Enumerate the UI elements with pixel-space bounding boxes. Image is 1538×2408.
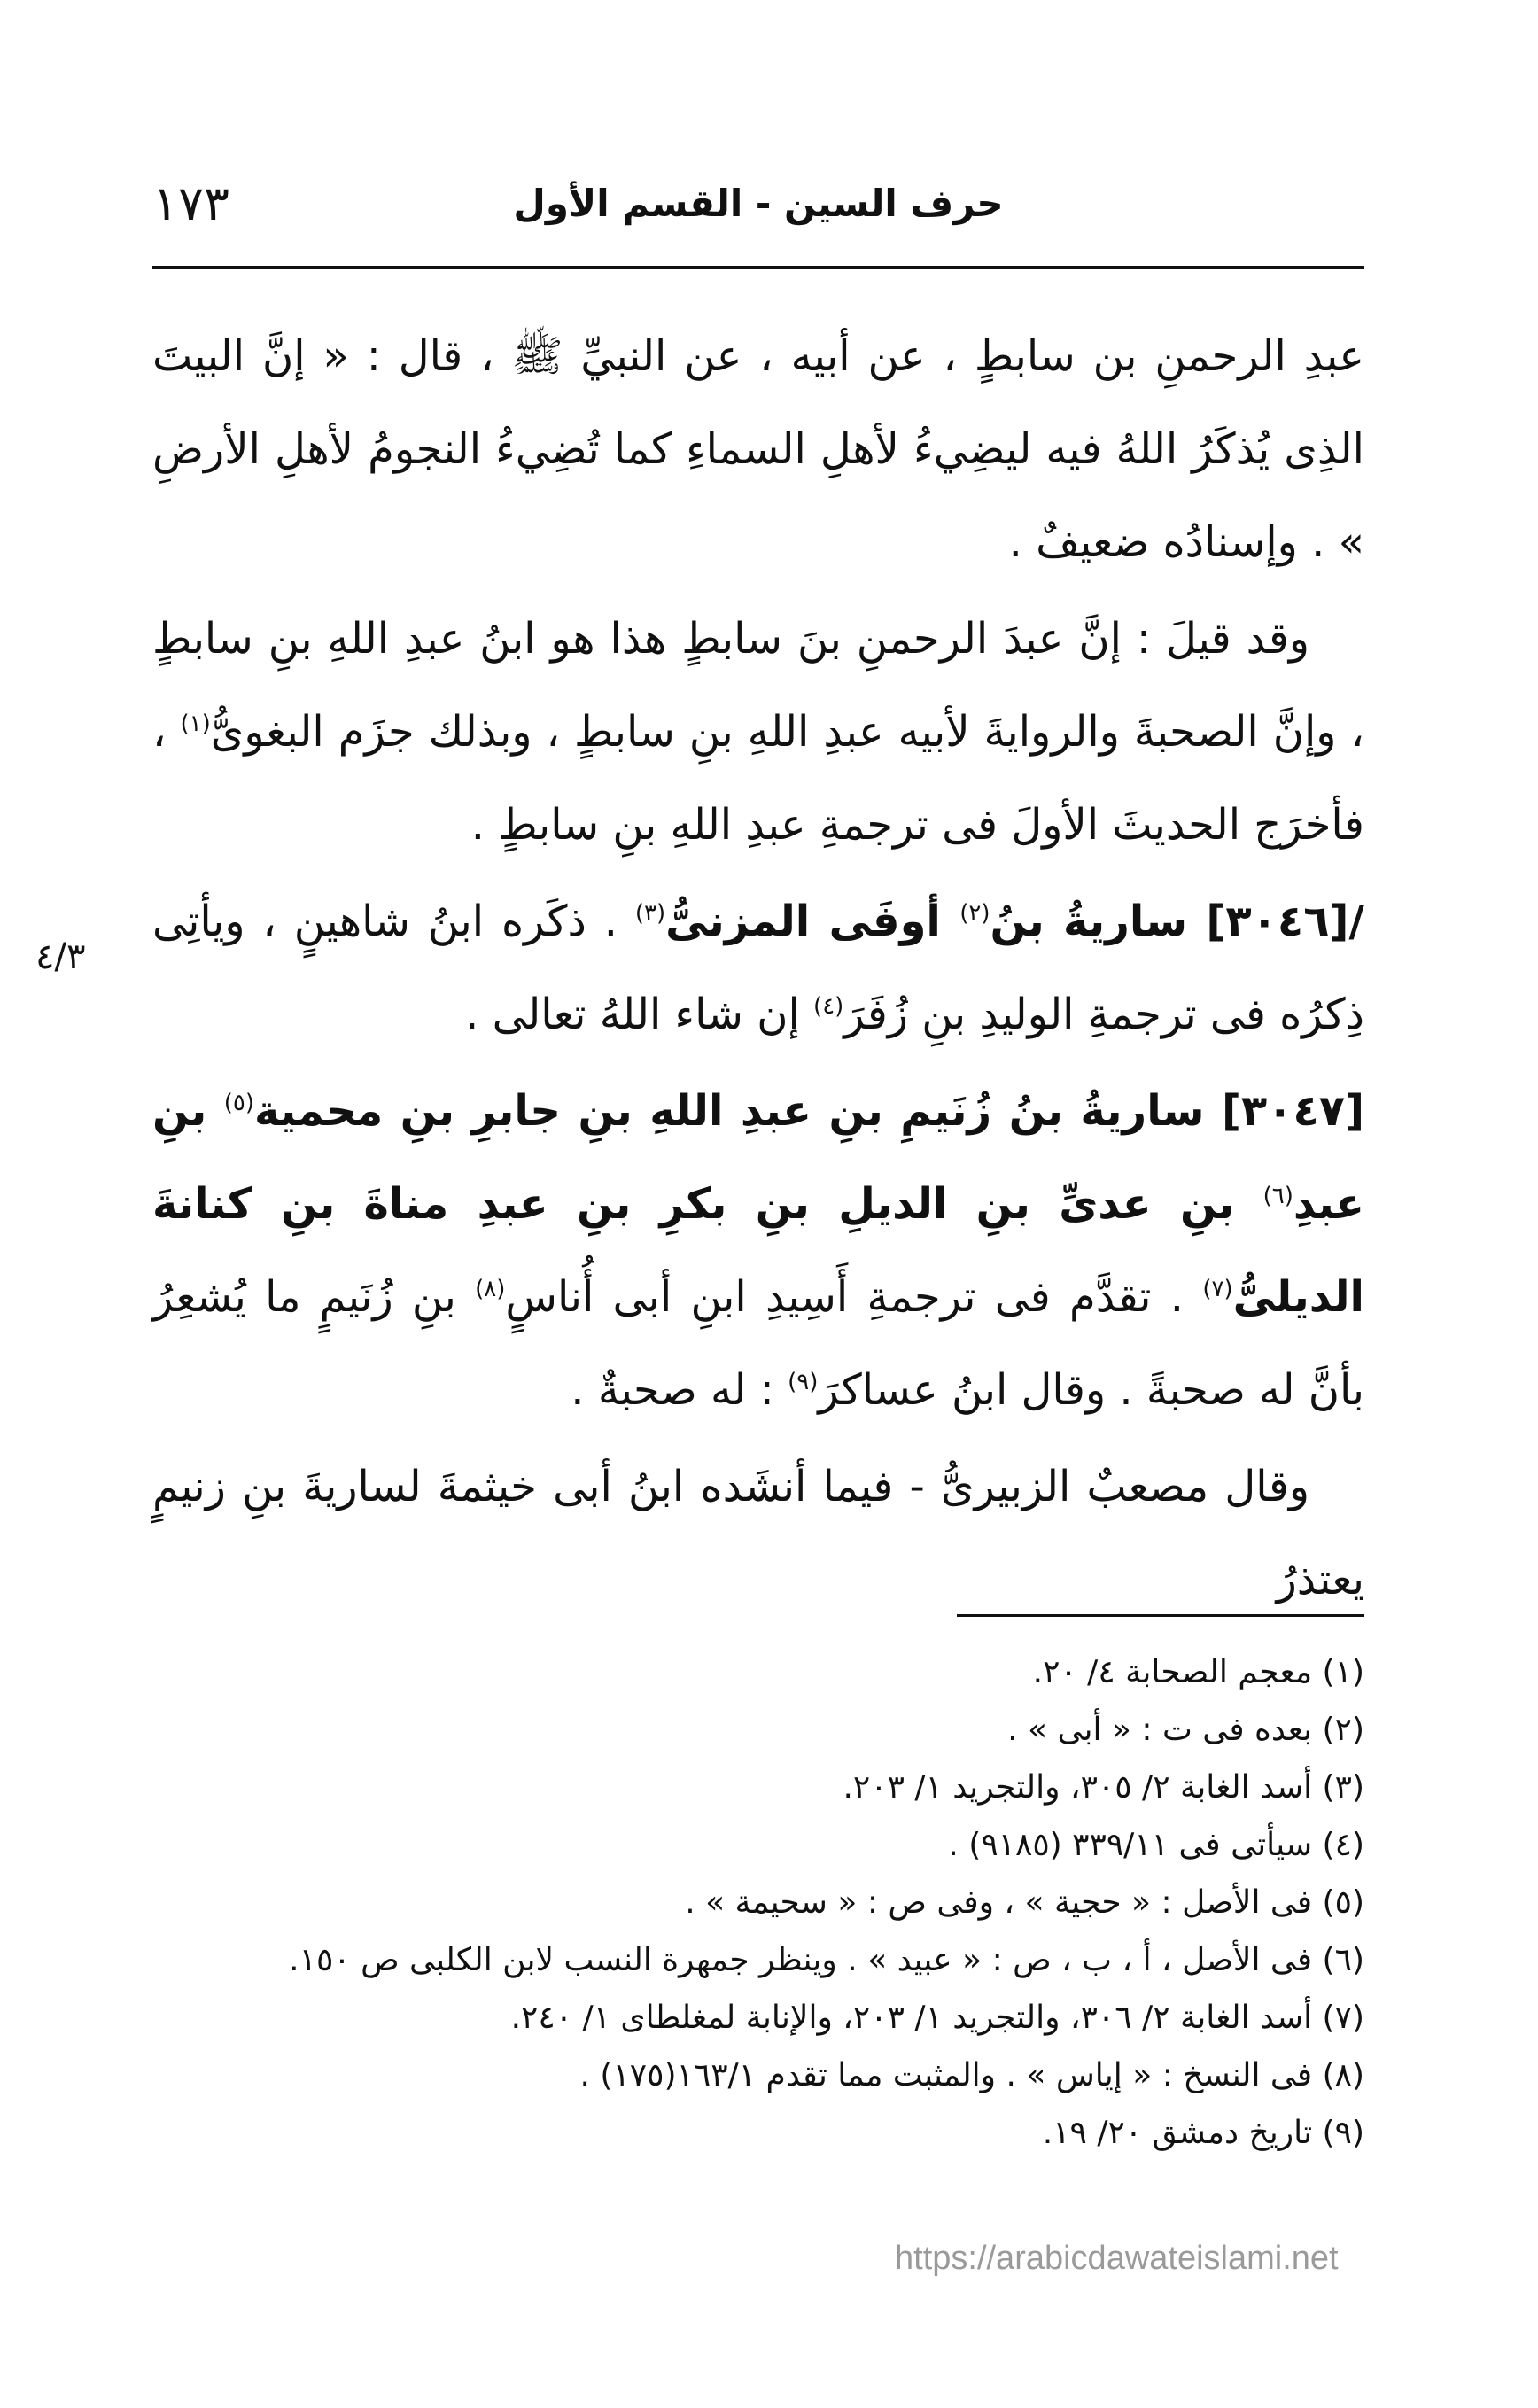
paragraph-comment	[152, 593, 1364, 872]
page-number: ١٧٣	[152, 175, 230, 231]
entry-number: [٣٠٤٧]	[1221, 1086, 1364, 1136]
paragraph-text: ، فأخرَج الحديثَ الأولَ فى ترجمةِ عبدِ اللهِ بنِ سابطٍ .	[152, 707, 1364, 850]
entry-name: ساريةُ بنُ	[990, 897, 1207, 946]
footnote: (٥) فى الأصل : « حجية » ، وفى ص : « سحيمة » .	[685, 1884, 1364, 1921]
footnote: (٧) أسد الغابة ٢/ ٣٠٦، والتجريد ١/ ٢٠٣، والإنابة لمغلطاى ١/ ٢٤٠.	[510, 2000, 1364, 2036]
entry-number: /[٣٠٤٦]	[1206, 897, 1364, 946]
footnote-ref: (٤)	[813, 993, 844, 1020]
entry-text: : له صحبةٌ .	[571, 1365, 788, 1415]
entry-name: أوفَى المزنىُّ	[665, 897, 960, 946]
main-text	[152, 310, 1364, 1630]
footnote: (٨) فى النسخ : « إياس » . والمثبت مما تقدم ١٦٣/١(١٧٥) .	[579, 2057, 1364, 2093]
footnote-ref: (٦)	[1262, 1183, 1293, 1209]
footnote: (٤) سيأتى فى ٣٣٩/١١ (٩١٨٥) .	[948, 1827, 1364, 1863]
paragraph-poem-intro: وقال مصعبٌ الزبيرىُّ - فيما أنشَده ابنُ أبى خيثمةَ لساريةَ بنِ زنيمٍ يعتذرُ	[152, 1462, 1364, 1604]
entry-name: بنِ عدىِّ بنِ الديلِ بنِ بكرِ بنِ عبدِ مناةَ بنِ كنانةَ الديلىُّ	[152, 1179, 1364, 1322]
watermark-url: https://arabicdawateislami.net	[895, 2240, 1339, 2277]
footnote-ref: (٧)	[1202, 1276, 1233, 1302]
page-header	[152, 168, 1364, 248]
entry-name: بنِ عبدِ	[152, 1086, 1364, 1229]
footnote-ref: (٥)	[223, 1090, 255, 1116]
footnote-ref: (٢)	[959, 900, 990, 927]
header-divider	[152, 266, 1364, 269]
running-title: حرف السين - القسم الأول	[513, 182, 1004, 225]
footnote: (٦) فى الأصل ، أ ، ب ، ص : « عبيد » . وينظر جمهرة النسب لابن الكلبى ص ١٥٠.	[289, 1942, 1364, 1978]
footnotes	[152, 1643, 1364, 2162]
entry-text: إن شاء اللهُ تعالى .	[465, 990, 814, 1039]
footnote: (٢) بعده فى ت : « أبى » .	[1007, 1712, 1364, 1748]
footnote-ref: (١)	[180, 711, 211, 737]
entry-text: . تقدَّم فى ترجمةِ أَسِيدِ ابنِ أبى أُناسٍ	[505, 1272, 1203, 1322]
entry-3047	[152, 1065, 1364, 1437]
footnote: (١) معجم الصحابة ٤/ ٢٠.	[1032, 1654, 1364, 1690]
entry-text: . ذكَره ابنُ شاهينٍ ، ويأتِى ذِكرُه فى ترجمةِ الوليدِ بنِ زُفَرَ	[152, 897, 1364, 1039]
footnote: (٩) تاريخ دمشق ٢٠/ ١٩.	[1042, 2115, 1364, 2151]
entry-text: بنِ زُنَيمٍ ما يُشعِرُ بأنَّ له صحبةً . وقال ابنُ عساكرَ	[152, 1272, 1364, 1415]
entry-3046	[152, 875, 1364, 1061]
footnote-divider	[957, 1614, 1364, 1617]
paragraph-hadith: عبدِ الرحمنِ بن سابطٍ ، عن أبيه ، عن النبيِّ ﷺ ، قال : « إنَّ البيتَ الذِى يُذكَرُ اللهُ فيه ليضِيءُ لأهلِ السماءِ كما تُضِيءُ النجومُ لأهلِ الأرضِ » . وإسنادُه ضعيفٌ .	[152, 331, 1364, 567]
footnote-ref: (٨)	[475, 1276, 506, 1302]
entry-name: ساريةُ بنُ زُنَيمِ بنِ عبدِ اللهِ بنِ جابرِ بنِ محمية	[254, 1086, 1222, 1136]
margin-reference: ٤/٣	[35, 936, 86, 977]
footnote-ref: (٣)	[634, 900, 666, 927]
footnote: (٣) أسد الغابة ٢/ ٣٠٥، والتجريد ١/ ٢٠٣.	[843, 1769, 1364, 1806]
footnote-ref: (٩)	[788, 1369, 819, 1395]
paragraph-text: وقد قيلَ : إنَّ عبدَ الرحمنِ بنَ سابطٍ هذا هو ابنُ عبدِ اللهِ بنِ سابطٍ ، وإنَّ الصحبةَ والروايةَ لأبيه عبدِ اللهِ بنِ سابطٍ ، وبذلك جزَم البغوىُّ	[152, 614, 1365, 757]
